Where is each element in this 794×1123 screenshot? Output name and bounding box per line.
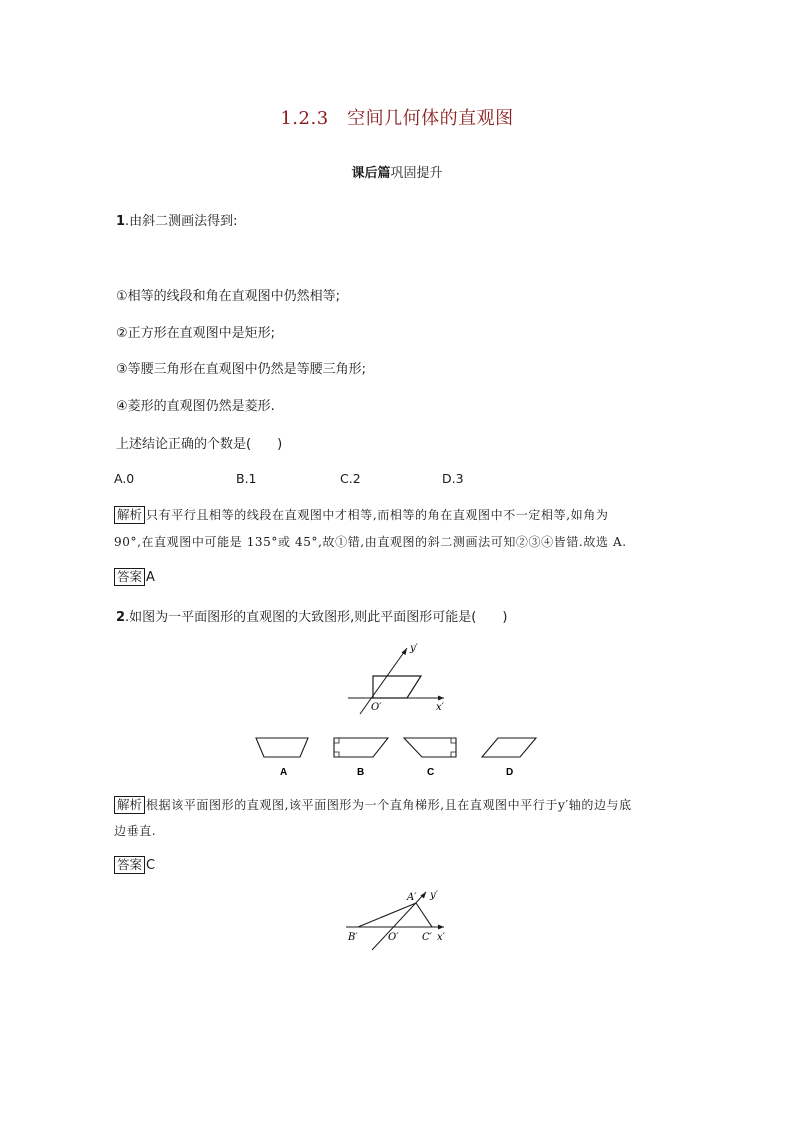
option-b-label: B xyxy=(357,767,365,778)
option-b-right-angle-top xyxy=(334,738,339,743)
point-a-label: A′ xyxy=(407,892,417,903)
q1-answer-tag: 答案 xyxy=(114,568,145,586)
x-axis-arrow xyxy=(438,925,444,930)
y-axis xyxy=(372,892,426,950)
q1-analysis-line2: 90°,在直观图中可能是 135°或 45°,故①错,由直观图的斜二测画法可知②③④皆错.故选 A. xyxy=(114,535,627,549)
q2-intuitive-figure xyxy=(340,640,460,715)
q2-number: 2 xyxy=(116,610,126,625)
option-d-label: D xyxy=(506,767,514,778)
q1-number: 1 xyxy=(116,214,126,229)
option-c-right-angle-bottom xyxy=(451,752,456,757)
q1-option-b: B.1 xyxy=(236,471,257,486)
q2-answer-value: C xyxy=(146,858,156,873)
q1-analysis-line1: 只有平行且相等的线段在直观图中才相等,而相等的角在直观图中不一定相等,如角为 xyxy=(146,508,609,522)
y-axis-label: y′ xyxy=(410,643,418,654)
q2-analysis-line2: 边垂直. xyxy=(114,824,157,838)
x-axis-arrow xyxy=(438,696,444,701)
q1-item-1: ①相等的线段和角在直观图中仍然相等; xyxy=(116,289,341,304)
x-axis-label: x′ xyxy=(437,932,445,943)
option-d-shape xyxy=(482,738,536,757)
q2-stem xyxy=(116,606,507,625)
q2-stem-text: .如图为一平面图形的直观图的大致图形,则此平面图形可能是( ) xyxy=(125,610,508,625)
q1-option-a: A.0 xyxy=(114,471,135,486)
q1-analysis xyxy=(114,506,608,524)
subtitle-rest: 巩固提升 xyxy=(390,166,443,181)
option-b-shape xyxy=(334,738,388,757)
q2-option-figures xyxy=(250,733,550,781)
subtitle-bold: 课后篇 xyxy=(351,166,391,181)
q1-option-d: D.3 xyxy=(442,471,464,486)
q2-answer xyxy=(114,856,155,874)
q1-item-2: ②正方形在直观图中是矩形; xyxy=(116,326,276,341)
q1-stem xyxy=(116,210,238,229)
q1-question: 上述结论正确的个数是( ) xyxy=(116,437,283,452)
y-axis xyxy=(360,648,407,714)
q2-answer-tag: 答案 xyxy=(114,856,145,874)
point-b-label: B′ xyxy=(348,932,358,943)
point-c-label: C′ xyxy=(422,932,432,943)
origin-label: O′ xyxy=(388,932,399,943)
option-c-shape xyxy=(404,738,456,757)
q1-item-4: ④菱形的直观图仍然是菱形. xyxy=(116,399,275,414)
q2-triangle-figure xyxy=(340,880,460,955)
q2-analysis xyxy=(114,796,632,814)
y-axis-label: y′ xyxy=(430,890,438,901)
q1-analysis-tag: 解析 xyxy=(114,506,145,524)
option-b-right-angle-bottom xyxy=(334,752,339,757)
x-axis-label: x′ xyxy=(436,702,444,713)
option-a-label: A xyxy=(280,767,288,778)
section-subtitle xyxy=(0,162,794,181)
origin-label: O′ xyxy=(371,702,382,713)
q2-analysis-line1: 根据该平面图形的直观图,该平面图形为一个直角梯形,且在直观图中平行于y′轴的边与底 xyxy=(146,798,632,812)
page-title: 1.2.3 空间几何体的直观图 xyxy=(280,108,514,129)
option-c-label: C xyxy=(427,767,435,778)
q1-item-3: ③等腰三角形在直观图中仍然是等腰三角形; xyxy=(116,362,367,377)
q1-answer xyxy=(114,568,155,586)
trapezoid-shape xyxy=(373,676,421,698)
option-a-shape xyxy=(256,738,308,757)
q1-answer-value: A xyxy=(146,570,155,585)
q2-analysis-tag: 解析 xyxy=(114,796,145,814)
option-c-right-angle-top xyxy=(451,738,456,743)
q1-option-c: C.2 xyxy=(340,471,361,486)
triangle-shape xyxy=(358,903,432,927)
q1-stem-text: .由斜二测画法得到: xyxy=(125,214,238,229)
